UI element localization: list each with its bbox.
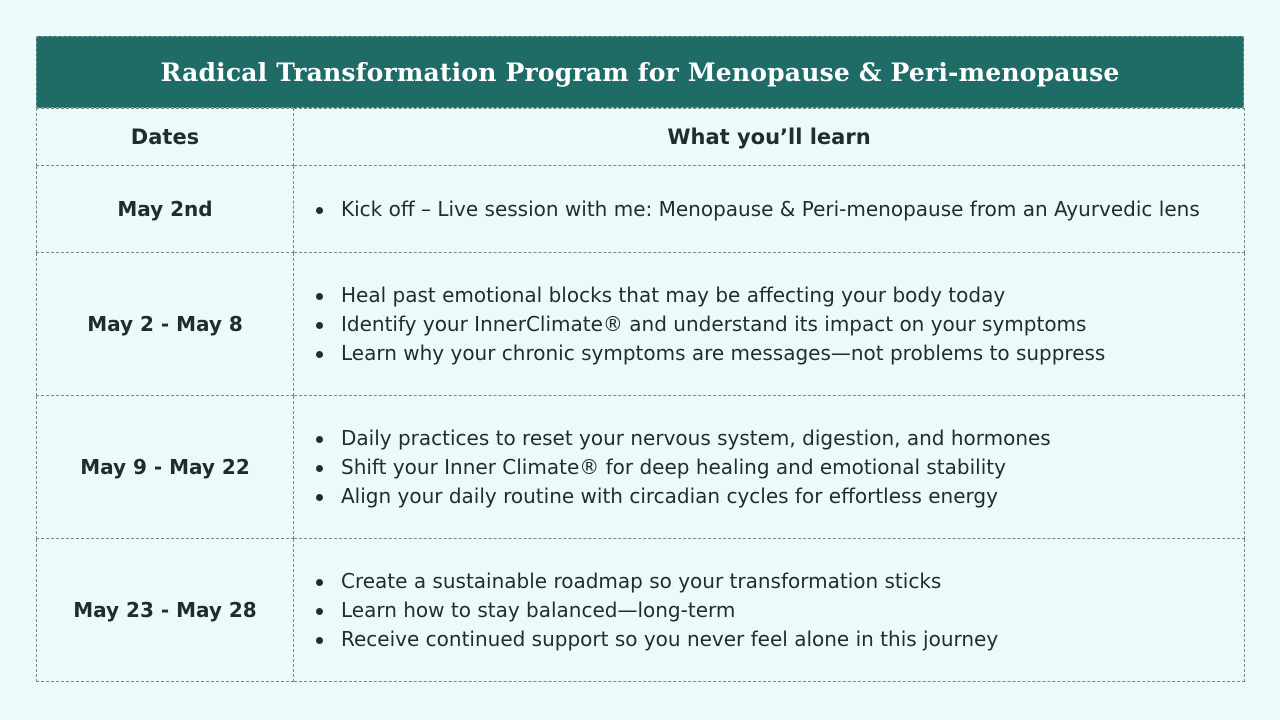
bullet-icon [316,207,323,214]
table-row [37,396,1245,539]
list-item [316,281,1244,310]
table-row [37,539,1245,682]
date-cell: May 2nd [37,166,294,253]
list-item-text: Learn why your chronic symptoms are messages—not problems to suppress [341,340,1106,365]
list-item-text: Identify your InnerClimate® and understand its impact on your symptoms [341,311,1087,336]
list-item-text: Receive continued support so you never feel alone in this journey [341,626,999,651]
learn-cell [294,253,1245,396]
bullet-icon [316,436,323,443]
list-item-text: Heal past emotional blocks that may be affecting your body today [341,282,1006,307]
bullet-icon [316,351,323,358]
learn-list [316,281,1244,368]
title-bar [36,36,1244,108]
bullet-icon [316,322,323,329]
table-row [37,253,1245,396]
list-item-text: Shift your Inner Climate® for deep healing and emotional stability [341,454,1006,479]
learn-cell [294,396,1245,539]
list-item [316,596,1244,625]
schedule-table [36,108,1245,682]
list-item-text: Daily practices to reset your nervous system, digestion, and hormones [341,425,1051,450]
list-item-text: Align your daily routine with circadian cycles for effortless energy [341,483,998,508]
learn-header: What you’ll learn [294,109,1245,166]
list-item [316,339,1244,368]
list-item-text: Kick off – Live session with me: Menopause & Peri-menopause from an Ayurvedic lens [341,196,1200,221]
learn-list [316,195,1244,224]
bullet-icon [316,494,323,501]
bullet-icon [316,579,323,586]
dates-header: Dates [37,109,294,166]
header-row [37,109,1245,166]
bullet-icon [316,608,323,615]
bullet-icon [316,293,323,300]
program-table [36,36,1244,684]
list-item-text: Create a sustainable roadmap so your transformation sticks [341,568,942,593]
learn-list [316,567,1244,654]
list-item [316,482,1244,511]
learn-cell [294,539,1245,682]
list-item [316,453,1244,482]
learn-list [316,424,1244,511]
list-item [316,567,1244,596]
list-item [316,424,1244,453]
date-cell: May 23 - May 28 [37,539,294,682]
date-cell: May 2 - May 8 [37,253,294,396]
list-item [316,625,1244,654]
list-item-text: Learn how to stay balanced—long-term [341,597,736,622]
list-item [316,195,1244,224]
learn-cell [294,166,1245,253]
program-title: Radical Transformation Program for Menopause & Peri-menopause [160,57,1120,87]
date-cell: May 9 - May 22 [37,396,294,539]
list-item [316,310,1244,339]
table-row [37,166,1245,253]
bullet-icon [316,465,323,472]
bullet-icon [316,637,323,644]
